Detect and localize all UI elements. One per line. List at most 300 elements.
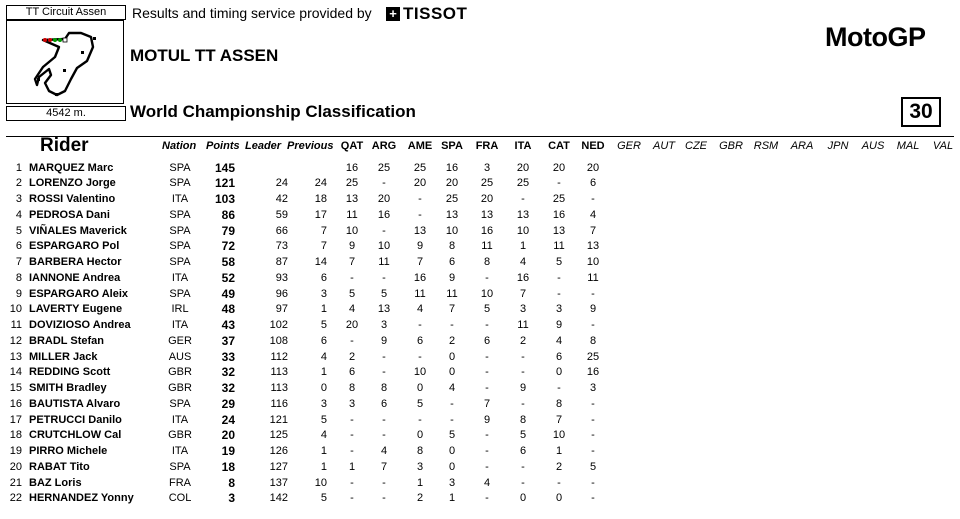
race-result-ame: 25	[413, 161, 427, 174]
race-result-arg: 3	[380, 319, 388, 331]
rider-nation: COL	[168, 492, 192, 505]
race-header-ned: NED	[581, 140, 605, 152]
table-row	[0, 381, 960, 397]
race-result-ita: 16	[516, 271, 530, 284]
race-header-rsm: RSM	[753, 140, 779, 152]
race-result-cat: 0	[555, 492, 563, 505]
race-header-mal: MAL	[896, 140, 920, 152]
race-result-ned: 16	[586, 366, 600, 379]
gap-to-leader: 87	[275, 256, 288, 268]
race-result-ame: 0	[416, 429, 424, 442]
race-result-arg: -	[382, 177, 386, 190]
gap-to-previous: 1	[320, 366, 327, 379]
race-result-ned: -	[591, 429, 595, 442]
race-result-ned: 3	[589, 382, 597, 394]
gap-to-previous: 7	[320, 224, 327, 237]
race-result-arg: 25	[377, 161, 391, 174]
race-result-arg: -	[382, 366, 386, 379]
race-result-qat: 10	[345, 224, 359, 237]
race-result-ame: 6	[416, 334, 424, 347]
race-header-ger: GER	[617, 140, 641, 152]
race-result-ame: -	[418, 208, 422, 221]
gap-to-previous: 6	[320, 271, 327, 284]
race-result-cat: 7	[555, 413, 563, 426]
rider-nation: SPA	[169, 287, 191, 300]
table-row	[0, 239, 960, 255]
gap-to-leader: 121	[269, 413, 288, 426]
table-row	[0, 413, 960, 429]
gap-to-leader: 112	[270, 350, 288, 363]
race-result-arg: 9	[380, 334, 388, 347]
rider-position: 13	[9, 350, 22, 363]
gap-to-leader: 142	[269, 492, 288, 505]
race-result-ita: 25	[516, 177, 530, 190]
table-row	[0, 365, 960, 381]
gap-to-leader: 59	[275, 208, 288, 221]
race-result-ita: 2	[519, 334, 527, 347]
race-result-qat: 3	[348, 397, 356, 410]
rider-points: 49	[221, 286, 235, 301]
race-result-arg: 13	[377, 303, 391, 316]
table-row	[0, 176, 960, 192]
tissot-cross-icon: +	[386, 7, 400, 21]
race-result-fra: 8	[483, 256, 491, 268]
race-result-qat: -	[350, 271, 354, 284]
race-result-ita: -	[521, 350, 525, 363]
gap-to-previous: 10	[314, 476, 327, 489]
table-row	[0, 192, 960, 208]
rider-position: 20	[9, 460, 22, 473]
gap-to-previous: 3	[320, 397, 327, 410]
race-result-ita: -	[521, 397, 525, 410]
race-header-ara: ARA	[790, 140, 814, 152]
race-result-qat: 8	[348, 382, 356, 394]
rider-points: 33	[221, 349, 235, 364]
rider-name: ESPARGARO Pol	[29, 240, 120, 253]
race-result-qat: -	[350, 476, 354, 489]
race-result-cat: 10	[552, 429, 566, 442]
header-divider	[6, 136, 954, 137]
rider-nation: AUS	[168, 350, 192, 363]
motogp-logo: MotoGP	[825, 22, 926, 52]
rider-nation: ITA	[171, 193, 189, 205]
rider-position: 1	[15, 161, 22, 174]
race-result-qat: -	[350, 445, 354, 457]
race-result-spa: 1	[448, 492, 456, 505]
rider-points: 32	[221, 365, 235, 380]
table-row	[0, 350, 960, 366]
race-result-ame: -	[418, 350, 422, 363]
rider-position: 3	[15, 193, 22, 205]
rider-nation: IRL	[171, 303, 189, 316]
race-result-ita: 8	[519, 413, 527, 426]
race-result-fra: 3	[483, 161, 491, 174]
race-result-ame: 7	[416, 256, 424, 268]
rider-position: 18	[9, 429, 22, 442]
rider-points: 24	[221, 412, 235, 427]
rider-nation: FRA	[169, 476, 191, 489]
race-header-qat: QAT	[340, 140, 364, 152]
race-result-ita: 4	[519, 256, 527, 268]
race-result-cat: -	[557, 382, 561, 394]
gap-to-leader: 113	[270, 382, 288, 394]
race-result-qat: 6	[348, 366, 356, 379]
rider-points: 52	[221, 270, 235, 285]
table-row	[0, 224, 960, 240]
column-header-rider: Rider	[40, 135, 89, 156]
race-result-qat: 4	[348, 303, 356, 316]
rider-position: 19	[9, 445, 22, 457]
race-result-spa: 6	[448, 256, 456, 268]
table-row	[0, 491, 960, 507]
race-result-qat: 7	[348, 256, 356, 268]
race-result-arg: -	[382, 224, 386, 237]
race-result-spa: 8	[448, 240, 456, 253]
race-result-cat: -	[557, 177, 561, 190]
rider-nation: SPA	[169, 224, 191, 237]
race-result-ita: 20	[516, 161, 530, 174]
race-result-ita: -	[521, 193, 525, 205]
rider-position: 16	[9, 397, 22, 410]
race-result-fra: 20	[480, 193, 494, 205]
race-result-spa: 16	[445, 161, 459, 174]
race-result-spa: 0	[448, 445, 456, 457]
race-result-ita: 5	[519, 429, 527, 442]
track-length: 4542 m.	[6, 106, 126, 121]
classification-title: World Championship Classification	[130, 102, 416, 121]
race-result-ame: 5	[416, 397, 424, 410]
race-result-spa: 10	[445, 224, 459, 237]
race-result-ned: 25	[586, 350, 600, 363]
race-result-qat: -	[350, 413, 354, 426]
race-result-fra: 16	[480, 224, 494, 237]
race-header-ame: AME	[407, 140, 433, 152]
race-result-fra: 11	[481, 240, 493, 253]
race-result-cat: -	[557, 476, 561, 489]
table-row	[0, 271, 960, 287]
rider-nation: ITA	[171, 319, 189, 331]
race-result-cat: 0	[555, 366, 563, 379]
rider-nation: GBR	[168, 429, 192, 442]
gap-to-previous: 18	[314, 193, 327, 205]
rider-points: 8	[228, 475, 235, 490]
race-header-gbr: GBR	[719, 140, 743, 152]
rider-position: 11	[10, 319, 22, 331]
race-result-spa: 3	[448, 476, 456, 489]
race-result-cat: 20	[552, 161, 566, 174]
race-result-qat: 2	[348, 350, 356, 363]
table-row	[0, 302, 960, 318]
gap-to-previous: 1	[320, 445, 327, 457]
timing-provider-text: Results and timing service provided by	[132, 5, 372, 21]
race-result-arg: -	[382, 429, 386, 442]
race-result-fra: -	[485, 445, 489, 457]
rider-nation: SPA	[169, 161, 191, 174]
race-result-fra: 4	[483, 476, 491, 489]
race-result-ned: -	[591, 445, 595, 457]
race-result-arg: -	[382, 413, 386, 426]
gap-to-previous: 0	[320, 382, 327, 394]
race-result-ned: -	[591, 319, 595, 331]
rider-name: PETRUCCI Danilo	[29, 413, 122, 426]
race-result-spa: 13	[445, 208, 459, 221]
race-result-ame: 20	[413, 177, 427, 190]
table-row	[0, 287, 960, 303]
race-header-arg: ARG	[371, 140, 397, 152]
race-result-spa: -	[450, 319, 454, 331]
rider-nation: SPA	[169, 208, 191, 221]
race-result-qat: -	[350, 334, 354, 347]
race-result-arg: -	[382, 492, 386, 505]
race-result-spa: 7	[448, 303, 456, 316]
rider-points: 121	[214, 176, 235, 191]
rider-points: 43	[221, 318, 235, 332]
race-result-fra: -	[485, 350, 489, 363]
race-header-cze: CZE	[685, 140, 707, 152]
column-header-nation: Nation	[162, 140, 197, 152]
gap-to-leader: 66	[275, 224, 288, 237]
race-result-fra: 13	[480, 208, 494, 221]
race-result-ita: -	[521, 476, 525, 489]
rider-points: 29	[221, 396, 235, 411]
race-result-arg: 20	[377, 193, 391, 205]
gap-to-leader: 73	[275, 240, 288, 253]
track-map	[6, 20, 124, 104]
rider-name: ROSSI Valentino	[29, 193, 116, 205]
race-result-fra: -	[485, 460, 489, 473]
race-result-ame: 8	[416, 445, 424, 457]
race-result-spa: 25	[445, 193, 459, 205]
rider-points: 3	[228, 491, 235, 506]
rider-nation: ITA	[171, 271, 189, 284]
rider-points: 48	[221, 302, 235, 317]
gap-to-previous: 5	[320, 413, 327, 426]
rider-points: 32	[221, 381, 235, 395]
gap-to-previous: 14	[314, 256, 327, 268]
race-result-spa: 0	[448, 460, 456, 473]
race-result-ita: 1	[519, 240, 527, 253]
race-result-ame: 11	[414, 287, 426, 300]
column-header-points: Points	[206, 140, 240, 152]
rider-name: LORENZO Jorge	[29, 177, 116, 190]
rider-position: 5	[15, 224, 22, 237]
gap-to-previous: 5	[320, 319, 327, 331]
race-result-qat: 5	[348, 287, 356, 300]
race-result-ned: 9	[589, 303, 597, 316]
race-result-cat: 9	[555, 319, 563, 331]
track-map-icon	[7, 21, 123, 103]
rider-position: 8	[15, 271, 22, 284]
table-row	[0, 444, 960, 460]
race-result-arg: 4	[380, 445, 388, 457]
rider-points: 19	[221, 444, 235, 458]
race-result-cat: 11	[553, 240, 565, 253]
race-result-ita: 9	[519, 382, 527, 394]
race-result-cat: -	[557, 287, 561, 300]
rider-name: BAZ Loris	[29, 476, 82, 489]
gap-to-previous: 4	[320, 429, 327, 442]
race-result-ame: -	[418, 319, 422, 331]
rider-name: CRUTCHLOW Cal	[29, 429, 122, 442]
gap-to-leader: 113	[270, 366, 288, 379]
rider-nation: GBR	[168, 382, 192, 394]
rider-position: 15	[9, 382, 22, 394]
race-header-cat: CAT	[548, 140, 570, 152]
column-header-previous: Previous	[287, 140, 334, 152]
gap-to-leader: 96	[275, 287, 288, 300]
table-row	[0, 318, 960, 334]
race-result-spa: -	[450, 397, 454, 410]
rider-position: 14	[9, 366, 22, 379]
race-result-arg: -	[382, 271, 386, 284]
race-result-ita: 6	[519, 445, 527, 457]
gap-to-previous: 1	[320, 460, 327, 473]
race-result-ame: 4	[416, 303, 424, 316]
gap-to-previous: 17	[314, 208, 327, 221]
rider-name: MARQUEZ Marc	[29, 161, 114, 174]
race-result-cat: 5	[555, 256, 563, 268]
rider-nation: ITA	[171, 445, 189, 457]
rider-position: 6	[15, 240, 22, 253]
rider-nation: SPA	[169, 256, 191, 268]
rider-points: 18	[221, 459, 235, 474]
table-row	[0, 255, 960, 271]
rider-position: 7	[15, 256, 22, 268]
race-result-cat: 6	[555, 350, 563, 363]
rider-position: 22	[9, 492, 22, 505]
race-result-spa: 9	[448, 271, 456, 284]
race-result-cat: 16	[552, 208, 566, 221]
race-result-ita: -	[521, 366, 525, 379]
race-result-cat: 4	[555, 334, 563, 347]
rider-position: 12	[9, 334, 22, 347]
race-result-ita: 11	[517, 319, 529, 331]
gap-to-leader: 108	[269, 334, 288, 347]
rider-name: HERNANDEZ Yonny	[29, 492, 134, 505]
race-result-arg: -	[382, 350, 386, 363]
race-result-qat: 20	[345, 319, 359, 331]
rider-name: SMITH Bradley	[29, 382, 107, 394]
race-result-ita: -	[521, 460, 525, 473]
race-result-fra: 5	[483, 303, 491, 316]
gap-to-leader: 126	[269, 445, 288, 457]
rider-nation: GBR	[168, 366, 192, 379]
rider-points: 37	[221, 333, 235, 348]
race-header-ita: ITA	[514, 140, 532, 152]
gap-to-leader: 24	[275, 177, 288, 190]
race-result-spa: 0	[448, 366, 456, 379]
gap-to-leader: 125	[269, 429, 288, 442]
rider-nation: SPA	[169, 460, 191, 473]
race-result-ame: 13	[413, 224, 427, 237]
race-result-fra: 7	[483, 397, 491, 410]
race-result-spa: 20	[445, 177, 459, 190]
race-result-arg: 10	[377, 240, 391, 253]
race-result-ned: 11	[587, 271, 599, 284]
race-result-ame: 9	[416, 240, 424, 253]
race-result-fra: -	[485, 492, 489, 505]
table-row	[0, 161, 960, 177]
race-result-arg: 11	[378, 256, 390, 268]
rider-name: REDDING Scott	[29, 366, 111, 379]
race-result-cat: 1	[555, 445, 563, 457]
gap-to-previous: 4	[320, 350, 327, 363]
race-result-ned: -	[591, 476, 595, 489]
race-result-fra: -	[485, 319, 489, 331]
race-result-ned: 13	[586, 240, 600, 253]
gap-to-previous: 24	[314, 177, 327, 190]
table-row	[0, 334, 960, 350]
race-result-ame: -	[418, 193, 422, 205]
race-result-spa: 11	[446, 287, 458, 300]
race-result-ame: 0	[416, 382, 424, 394]
rider-name: DOVIZIOSO Andrea	[29, 319, 131, 331]
race-header-fra: FRA	[475, 140, 499, 152]
round-number-badge: 30	[901, 97, 941, 127]
race-result-spa: 4	[448, 382, 456, 394]
race-result-ned: 10	[586, 256, 600, 268]
tissot-wordmark: TISSOT	[403, 4, 468, 23]
gap-to-leader: 127	[269, 460, 288, 473]
rider-points: 79	[221, 223, 235, 238]
race-result-cat: -	[557, 271, 561, 284]
rider-points: 58	[221, 255, 235, 269]
gap-to-leader: 93	[275, 271, 288, 284]
race-result-qat: 9	[348, 240, 356, 253]
race-result-fra: -	[485, 366, 489, 379]
table-row	[0, 476, 960, 492]
race-result-ned: -	[591, 492, 595, 505]
race-result-qat: 1	[348, 460, 356, 473]
race-result-ame: -	[418, 413, 422, 426]
race-result-ita: 3	[519, 303, 527, 316]
race-result-arg: 5	[380, 287, 388, 300]
rider-name: RABAT Tito	[29, 460, 90, 473]
rider-name: ESPARGARO Aleix	[29, 287, 129, 300]
race-result-ned: -	[591, 193, 595, 205]
race-result-arg: 6	[380, 397, 388, 410]
race-result-fra: 10	[480, 287, 494, 300]
rider-nation: GER	[168, 334, 192, 347]
race-header-spa: SPA	[441, 140, 463, 152]
gap-to-previous: 6	[320, 334, 327, 347]
race-result-ned: 4	[589, 208, 597, 221]
race-result-cat: 3	[555, 303, 563, 316]
rider-name: PEDROSA Dani	[29, 208, 110, 221]
race-result-spa: 2	[448, 334, 456, 347]
rider-position: 2	[15, 177, 22, 190]
rider-position: 10	[9, 303, 22, 316]
gap-to-previous: 5	[320, 492, 327, 505]
race-result-fra: -	[485, 271, 489, 284]
race-result-ned: -	[591, 287, 595, 300]
race-result-ita: 10	[516, 224, 530, 237]
race-result-ned: 20	[586, 161, 600, 174]
gap-to-leader: 116	[270, 397, 288, 410]
race-result-ita: 0	[519, 492, 527, 505]
rider-points: 103	[214, 192, 235, 206]
race-result-ame: 1	[416, 476, 424, 489]
tissot-logo	[386, 6, 467, 22]
gap-to-leader: 42	[275, 193, 288, 205]
race-result-ame: 10	[413, 366, 427, 379]
race-result-fra: -	[485, 382, 489, 394]
race-result-qat: 25	[345, 177, 359, 190]
gap-to-previous: 1	[320, 303, 327, 316]
rider-nation: ITA	[171, 413, 189, 426]
race-result-cat: 2	[555, 460, 563, 473]
race-result-ame: 3	[416, 460, 424, 473]
